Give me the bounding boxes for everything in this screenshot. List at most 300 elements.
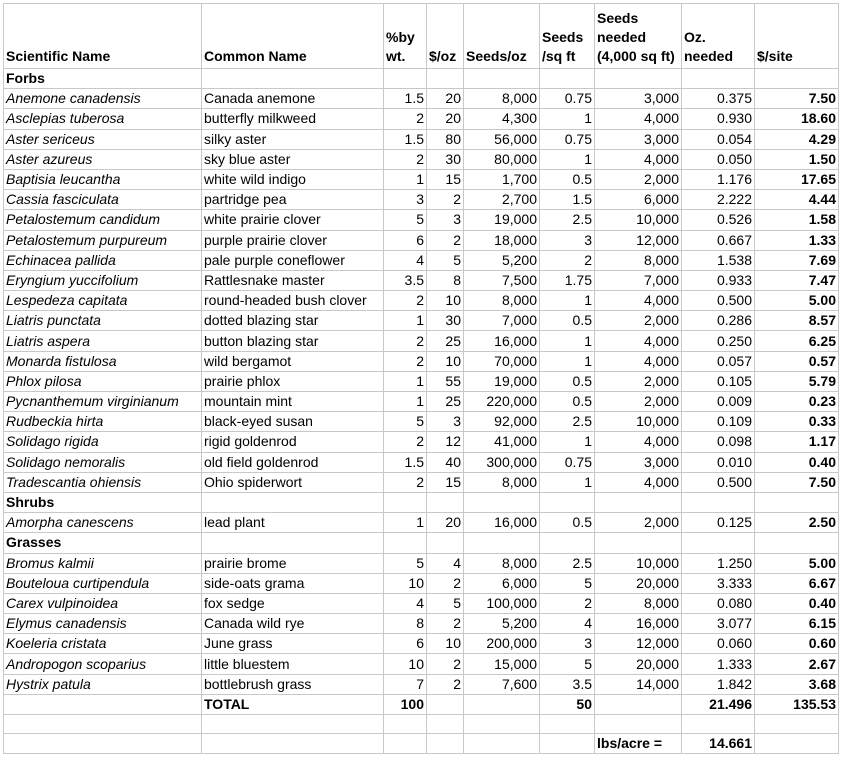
seeds-needed-cell: 16,000	[595, 614, 682, 634]
seeds-needed-cell: 4,000	[595, 472, 682, 492]
cost-per-oz-cell: 10	[427, 291, 464, 311]
scientific-name-cell: Andropogon scoparius	[4, 654, 202, 674]
header-scientific-name: Scientific Name	[4, 4, 202, 69]
oz-needed-cell: 0.500	[682, 291, 755, 311]
scientific-name-cell: Anemone canadensis	[4, 89, 202, 109]
cost-per-oz-cell: 2	[427, 614, 464, 634]
seeds-needed-cell: 10,000	[595, 412, 682, 432]
empty-cell	[595, 715, 682, 734]
pct-by-wt-cell: 10	[384, 573, 427, 593]
cost-per-site-cell: 18.60	[755, 109, 839, 129]
cost-per-site-cell: 0.60	[755, 634, 839, 654]
empty-cell	[384, 533, 427, 553]
seeds-per-sqft-cell: 0.5	[540, 169, 595, 189]
lbs-per-acre-value: 14.661	[682, 734, 755, 754]
section-header-row	[4, 69, 839, 89]
seeds-per-sqft-cell: 2.5	[540, 553, 595, 573]
cost-per-oz-cell: 2	[427, 230, 464, 250]
seeds-per-oz-cell: 80,000	[464, 149, 540, 169]
common-name-cell: lead plant	[202, 513, 384, 533]
header-seeds-per-oz: Seeds/oz	[464, 4, 540, 69]
seeds-per-sqft-cell: 2	[540, 593, 595, 613]
seeds-per-oz-cell: 1,700	[464, 169, 540, 189]
empty-cell	[755, 69, 839, 89]
table-row	[4, 593, 839, 613]
cost-per-site-cell: 0.23	[755, 392, 839, 412]
seed-mix-table	[3, 3, 839, 754]
seeds-needed-cell: 20,000	[595, 573, 682, 593]
scientific-name-cell: Monarda fistulosa	[4, 351, 202, 371]
pct-by-wt-cell: 2	[384, 331, 427, 351]
cost-per-site-cell: 7.47	[755, 270, 839, 290]
oz-needed-cell: 1.842	[682, 674, 755, 694]
seeds-per-oz-cell: 8,000	[464, 472, 540, 492]
oz-needed-cell: 0.500	[682, 472, 755, 492]
total-pct-by-wt: 100	[384, 694, 427, 714]
seeds-needed-cell: 3,000	[595, 452, 682, 472]
oz-needed-cell: 0.125	[682, 513, 755, 533]
total-row	[4, 694, 839, 714]
section-label: Shrubs	[4, 492, 202, 512]
common-name-cell: prairie brome	[202, 553, 384, 573]
scientific-name-cell: Echinacea pallida	[4, 250, 202, 270]
seeds-per-sqft-cell: 1.75	[540, 270, 595, 290]
header-seeds-needed: Seeds needed (4,000 sq ft)	[595, 4, 682, 69]
oz-needed-cell: 0.250	[682, 331, 755, 351]
seeds-per-sqft-cell: 2.5	[540, 210, 595, 230]
oz-needed-cell: 0.010	[682, 452, 755, 472]
section-header-row	[4, 492, 839, 512]
seeds-needed-cell: 2,000	[595, 371, 682, 391]
scientific-name-cell: Amorpha canescens	[4, 513, 202, 533]
empty-cell	[540, 69, 595, 89]
seeds-per-oz-cell: 19,000	[464, 210, 540, 230]
common-name-cell: white wild indigo	[202, 169, 384, 189]
table-row	[4, 169, 839, 189]
oz-needed-cell: 2.222	[682, 190, 755, 210]
seeds-needed-cell: 10,000	[595, 553, 682, 573]
seeds-per-oz-cell: 200,000	[464, 634, 540, 654]
cost-per-site-cell: 7.50	[755, 89, 839, 109]
scientific-name-cell: Elymus canadensis	[4, 614, 202, 634]
cost-per-site-cell: 8.57	[755, 311, 839, 331]
pct-by-wt-cell: 2	[384, 149, 427, 169]
seeds-per-sqft-cell: 2	[540, 250, 595, 270]
cost-per-oz-cell: 15	[427, 169, 464, 189]
table-row	[4, 270, 839, 290]
cost-per-site-cell: 4.44	[755, 190, 839, 210]
oz-needed-cell: 0.060	[682, 634, 755, 654]
seeds-needed-cell: 6,000	[595, 190, 682, 210]
empty-cell	[427, 533, 464, 553]
empty-cell	[384, 492, 427, 512]
seeds-needed-cell: 2,000	[595, 311, 682, 331]
pct-by-wt-cell: 1.5	[384, 129, 427, 149]
empty-cell	[540, 715, 595, 734]
seeds-needed-cell: 4,000	[595, 351, 682, 371]
empty-cell	[595, 533, 682, 553]
seeds-needed-cell: 8,000	[595, 593, 682, 613]
scientific-name-cell: Koeleria cristata	[4, 634, 202, 654]
seeds-per-sqft-cell: 3	[540, 230, 595, 250]
cost-per-oz-cell: 2	[427, 654, 464, 674]
pct-by-wt-cell: 3.5	[384, 270, 427, 290]
seeds-per-sqft-cell: 3	[540, 634, 595, 654]
common-name-cell: Canada wild rye	[202, 614, 384, 634]
common-name-cell: pale purple coneflower	[202, 250, 384, 270]
table-row	[4, 654, 839, 674]
oz-needed-cell: 0.105	[682, 371, 755, 391]
scientific-name-cell: Petalostemum candidum	[4, 210, 202, 230]
cost-per-oz-cell: 40	[427, 452, 464, 472]
pct-by-wt-cell: 5	[384, 553, 427, 573]
cost-per-oz-cell: 25	[427, 331, 464, 351]
scientific-name-cell: Petalostemum purpureum	[4, 230, 202, 250]
cost-per-site-cell: 2.50	[755, 513, 839, 533]
table-row	[4, 210, 839, 230]
seeds-per-sqft-cell: 0.75	[540, 129, 595, 149]
table-row	[4, 513, 839, 533]
empty-cell	[384, 69, 427, 89]
empty-cell	[384, 734, 427, 754]
cost-per-oz-cell: 4	[427, 553, 464, 573]
empty-cell	[202, 533, 384, 553]
cost-per-oz-cell: 20	[427, 109, 464, 129]
oz-needed-cell: 0.054	[682, 129, 755, 149]
empty-cell	[427, 734, 464, 754]
table-row	[4, 311, 839, 331]
common-name-cell: dotted blazing star	[202, 311, 384, 331]
cost-per-site-cell: 7.50	[755, 472, 839, 492]
section-label: Grasses	[4, 533, 202, 553]
empty-cell	[540, 734, 595, 754]
cost-per-oz-cell: 20	[427, 513, 464, 533]
oz-needed-cell: 3.333	[682, 573, 755, 593]
table-row	[4, 230, 839, 250]
oz-needed-cell: 0.375	[682, 89, 755, 109]
header-common-name: Common Name	[202, 4, 384, 69]
seeds-per-sqft-cell: 0.75	[540, 452, 595, 472]
scientific-name-cell: Solidago nemoralis	[4, 452, 202, 472]
scientific-name-cell: Bouteloua curtipendula	[4, 573, 202, 593]
cost-per-site-cell: 5.00	[755, 291, 839, 311]
seeds-needed-cell: 2,000	[595, 513, 682, 533]
oz-needed-cell: 0.930	[682, 109, 755, 129]
cost-per-oz-cell: 2	[427, 190, 464, 210]
empty-cell	[202, 492, 384, 512]
cost-per-site-cell: 1.17	[755, 432, 839, 452]
seeds-per-oz-cell: 18,000	[464, 230, 540, 250]
pct-by-wt-cell: 2	[384, 109, 427, 129]
empty-cell	[202, 734, 384, 754]
common-name-cell: partridge pea	[202, 190, 384, 210]
seeds-needed-cell: 7,000	[595, 270, 682, 290]
table-row	[4, 351, 839, 371]
oz-needed-cell: 1.333	[682, 654, 755, 674]
cost-per-oz-cell: 3	[427, 210, 464, 230]
seeds-needed-cell: 10,000	[595, 210, 682, 230]
oz-needed-cell: 0.286	[682, 311, 755, 331]
scientific-name-cell: Aster sericeus	[4, 129, 202, 149]
empty-cell	[427, 715, 464, 734]
oz-needed-cell: 1.250	[682, 553, 755, 573]
seeds-needed-cell: 4,000	[595, 149, 682, 169]
table-row	[4, 432, 839, 452]
section-header-row	[4, 533, 839, 553]
seeds-per-oz-cell: 4,300	[464, 109, 540, 129]
seeds-needed-cell: 2,000	[595, 392, 682, 412]
seeds-per-oz-cell: 100,000	[464, 593, 540, 613]
seeds-per-sqft-cell: 5	[540, 654, 595, 674]
scientific-name-cell: Liatris aspera	[4, 331, 202, 351]
common-name-cell: prairie phlox	[202, 371, 384, 391]
oz-needed-cell: 0.050	[682, 149, 755, 169]
empty-cell	[755, 715, 839, 734]
total-label: TOTAL	[202, 694, 384, 714]
cost-per-site-cell: 3.68	[755, 674, 839, 694]
pct-by-wt-cell: 2	[384, 351, 427, 371]
cost-per-oz-cell: 5	[427, 250, 464, 270]
empty-cell	[682, 715, 755, 734]
empty-cell	[427, 69, 464, 89]
cost-per-site-cell: 5.79	[755, 371, 839, 391]
cost-per-oz-cell: 10	[427, 351, 464, 371]
cost-per-site-cell: 1.50	[755, 149, 839, 169]
cost-per-oz-cell: 2	[427, 674, 464, 694]
pct-by-wt-cell: 8	[384, 614, 427, 634]
seeds-per-sqft-cell: 3.5	[540, 674, 595, 694]
pct-by-wt-cell: 5	[384, 412, 427, 432]
seeds-needed-cell: 12,000	[595, 634, 682, 654]
oz-needed-cell: 1.176	[682, 169, 755, 189]
seeds-per-sqft-cell: 1.5	[540, 190, 595, 210]
table-row	[4, 250, 839, 270]
cost-per-site-cell: 1.33	[755, 230, 839, 250]
common-name-cell: side-oats grama	[202, 573, 384, 593]
cost-per-site-cell: 0.40	[755, 593, 839, 613]
pct-by-wt-cell: 1	[384, 513, 427, 533]
scientific-name-cell: Phlox pilosa	[4, 371, 202, 391]
empty-cell	[4, 734, 202, 754]
empty-cell	[755, 492, 839, 512]
common-name-cell: Canada anemone	[202, 89, 384, 109]
cost-per-site-cell: 0.40	[755, 452, 839, 472]
seeds-per-sqft-cell: 0.5	[540, 371, 595, 391]
oz-needed-cell: 0.933	[682, 270, 755, 290]
cost-per-oz-cell: 55	[427, 371, 464, 391]
pct-by-wt-cell: 1.5	[384, 89, 427, 109]
empty-cell	[4, 715, 202, 734]
table-row	[4, 331, 839, 351]
common-name-cell: Ohio spiderwort	[202, 472, 384, 492]
seeds-needed-cell: 8,000	[595, 250, 682, 270]
pct-by-wt-cell: 5	[384, 210, 427, 230]
empty-cell	[464, 715, 540, 734]
cost-per-site-cell: 2.67	[755, 654, 839, 674]
pct-by-wt-cell: 4	[384, 593, 427, 613]
header-cost-per-oz: $/oz	[427, 4, 464, 69]
scientific-name-cell: Liatris punctata	[4, 311, 202, 331]
table-row	[4, 452, 839, 472]
seeds-per-sqft-cell: 1	[540, 472, 595, 492]
scientific-name-cell: Bromus kalmii	[4, 553, 202, 573]
table-row	[4, 553, 839, 573]
seeds-per-oz-cell: 92,000	[464, 412, 540, 432]
common-name-cell: fox sedge	[202, 593, 384, 613]
cost-per-site-cell: 5.00	[755, 553, 839, 573]
pct-by-wt-cell: 3	[384, 190, 427, 210]
table-row	[4, 291, 839, 311]
header-cost-per-site: $/site	[755, 4, 839, 69]
seeds-per-oz-cell: 19,000	[464, 371, 540, 391]
common-name-cell: mountain mint	[202, 392, 384, 412]
seeds-needed-cell: 4,000	[595, 109, 682, 129]
cost-per-site-cell: 7.69	[755, 250, 839, 270]
seeds-per-sqft-cell: 2.5	[540, 412, 595, 432]
empty-cell	[540, 533, 595, 553]
seeds-per-oz-cell: 7,500	[464, 270, 540, 290]
pct-by-wt-cell: 6	[384, 230, 427, 250]
common-name-cell: sky blue aster	[202, 149, 384, 169]
seeds-needed-cell: 12,000	[595, 230, 682, 250]
empty-cell	[682, 492, 755, 512]
cost-per-site-cell: 0.57	[755, 351, 839, 371]
empty-cell	[755, 734, 839, 754]
header-row	[4, 4, 839, 69]
seeds-per-oz-cell: 5,200	[464, 250, 540, 270]
seeds-needed-cell: 2,000	[595, 169, 682, 189]
empty-cell	[682, 533, 755, 553]
seeds-per-sqft-cell: 1	[540, 351, 595, 371]
common-name-cell: round-headed bush clover	[202, 291, 384, 311]
pct-by-wt-cell: 2	[384, 291, 427, 311]
pct-by-wt-cell: 1	[384, 371, 427, 391]
empty-cell	[540, 492, 595, 512]
empty-cell	[4, 694, 202, 714]
seeds-per-oz-cell: 41,000	[464, 432, 540, 452]
oz-needed-cell: 0.526	[682, 210, 755, 230]
empty-cell	[464, 69, 540, 89]
header-seeds-per-sqft: Seeds /sq ft	[540, 4, 595, 69]
cost-per-oz-cell: 3	[427, 412, 464, 432]
pct-by-wt-cell: 10	[384, 654, 427, 674]
common-name-cell: rigid goldenrod	[202, 432, 384, 452]
cost-per-oz-cell: 5	[427, 593, 464, 613]
scientific-name-cell: Lespedeza capitata	[4, 291, 202, 311]
empty-cell	[595, 69, 682, 89]
common-name-cell: white prairie clover	[202, 210, 384, 230]
common-name-cell: button blazing star	[202, 331, 384, 351]
seeds-per-sqft-cell: 0.5	[540, 513, 595, 533]
table-row	[4, 190, 839, 210]
empty-cell	[464, 694, 540, 714]
seeds-per-sqft-cell: 1	[540, 291, 595, 311]
lbs-per-acre-label: lbs/acre =	[595, 734, 682, 754]
empty-cell	[682, 69, 755, 89]
blank-row	[4, 715, 839, 734]
oz-needed-cell: 3.077	[682, 614, 755, 634]
seeds-per-sqft-cell: 4	[540, 614, 595, 634]
cost-per-site-cell: 6.15	[755, 614, 839, 634]
seeds-needed-cell: 20,000	[595, 654, 682, 674]
header-pct-by-wt: %by wt.	[384, 4, 427, 69]
seeds-needed-cell: 3,000	[595, 129, 682, 149]
seeds-per-oz-cell: 220,000	[464, 392, 540, 412]
scientific-name-cell: Eryngium yuccifolium	[4, 270, 202, 290]
seeds-per-oz-cell: 7,000	[464, 311, 540, 331]
empty-cell	[384, 715, 427, 734]
seeds-per-oz-cell: 8,000	[464, 553, 540, 573]
scientific-name-cell: Cassia fasciculata	[4, 190, 202, 210]
seeds-needed-cell: 4,000	[595, 331, 682, 351]
empty-cell	[464, 533, 540, 553]
pct-by-wt-cell: 6	[384, 634, 427, 654]
oz-needed-cell: 0.057	[682, 351, 755, 371]
table-row	[4, 129, 839, 149]
seeds-per-sqft-cell: 1	[540, 432, 595, 452]
oz-needed-cell: 0.667	[682, 230, 755, 250]
common-name-cell: purple prairie clover	[202, 230, 384, 250]
table-row	[4, 472, 839, 492]
scientific-name-cell: Rudbeckia hirta	[4, 412, 202, 432]
seeds-per-sqft-cell: 5	[540, 573, 595, 593]
scientific-name-cell: Tradescantia ohiensis	[4, 472, 202, 492]
seeds-per-oz-cell: 7,600	[464, 674, 540, 694]
table-row	[4, 614, 839, 634]
empty-cell	[427, 694, 464, 714]
common-name-cell: June grass	[202, 634, 384, 654]
table-row	[4, 674, 839, 694]
empty-cell	[595, 694, 682, 714]
scientific-name-cell: Baptisia leucantha	[4, 169, 202, 189]
empty-cell	[595, 492, 682, 512]
pct-by-wt-cell: 1	[384, 169, 427, 189]
oz-needed-cell: 0.098	[682, 432, 755, 452]
empty-cell	[464, 734, 540, 754]
pct-by-wt-cell: 1	[384, 311, 427, 331]
empty-cell	[202, 69, 384, 89]
seeds-per-oz-cell: 16,000	[464, 331, 540, 351]
section-label: Forbs	[4, 69, 202, 89]
seeds-per-oz-cell: 6,000	[464, 573, 540, 593]
table-row	[4, 392, 839, 412]
cost-per-site-cell: 6.67	[755, 573, 839, 593]
scientific-name-cell: Asclepias tuberosa	[4, 109, 202, 129]
cost-per-site-cell: 0.33	[755, 412, 839, 432]
empty-cell	[755, 533, 839, 553]
cost-per-oz-cell: 12	[427, 432, 464, 452]
total-seeds-per-sqft: 50	[540, 694, 595, 714]
seeds-per-oz-cell: 16,000	[464, 513, 540, 533]
cost-per-site-cell: 1.58	[755, 210, 839, 230]
cost-per-oz-cell: 10	[427, 634, 464, 654]
common-name-cell: little bluestem	[202, 654, 384, 674]
seeds-per-sqft-cell: 1	[540, 331, 595, 351]
seeds-per-oz-cell: 300,000	[464, 452, 540, 472]
total-oz-needed: 21.496	[682, 694, 755, 714]
common-name-cell: wild bergamot	[202, 351, 384, 371]
seeds-per-sqft-cell: 1	[540, 109, 595, 129]
scientific-name-cell: Aster azureus	[4, 149, 202, 169]
seeds-per-oz-cell: 56,000	[464, 129, 540, 149]
seeds-needed-cell: 4,000	[595, 291, 682, 311]
header-oz-needed: Oz. needed	[682, 4, 755, 69]
empty-cell	[427, 492, 464, 512]
pct-by-wt-cell: 2	[384, 432, 427, 452]
cost-per-oz-cell: 20	[427, 89, 464, 109]
table-row	[4, 149, 839, 169]
scientific-name-cell: Solidago rigida	[4, 432, 202, 452]
